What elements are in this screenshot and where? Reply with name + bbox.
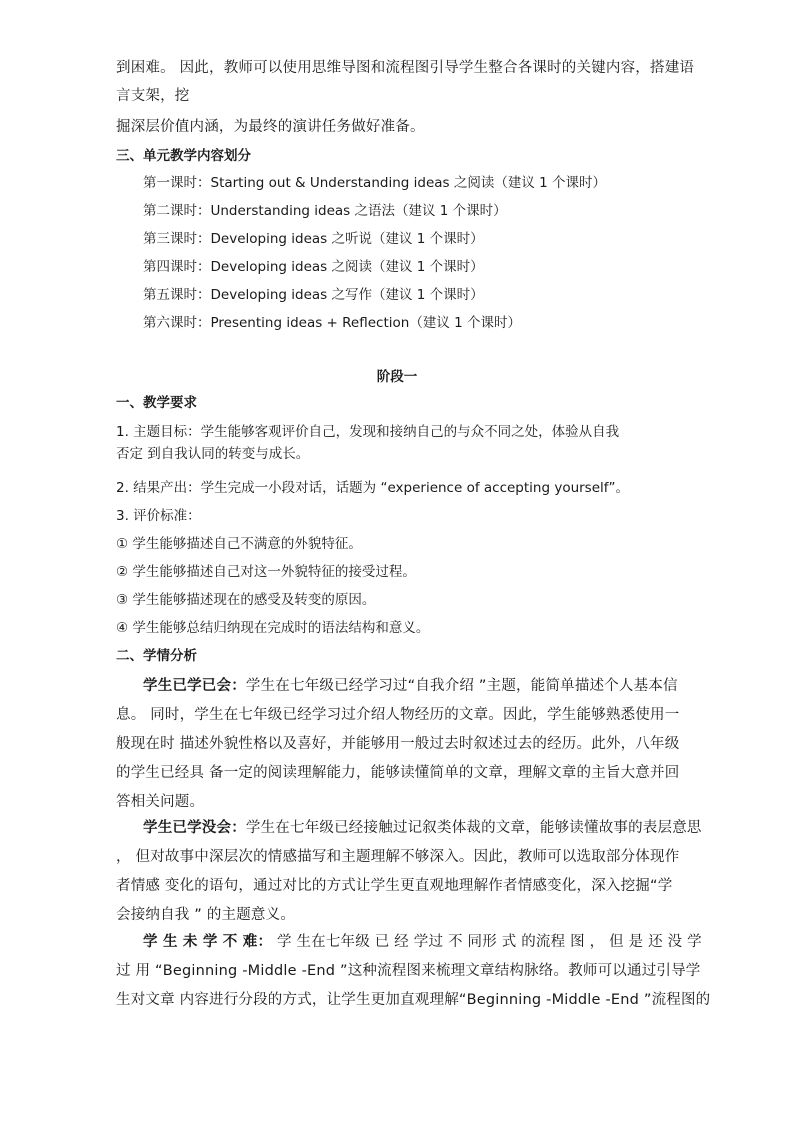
section-heading-content-division: 三、单元教学内容划分 [116, 148, 251, 164]
criteria-item: ③ 学生能够描述现在的感受及转变的原因。 [116, 592, 376, 608]
analysis-p1-line-3: 般现在时 描述外貌性格以及喜好，并能够用一般过去时叙述过去的经历。此外，八年级 [116, 736, 680, 752]
analysis-p3-line-3: 生对文章 内容进行分段的方式，让学生更加直观理解“Beginning -Middle -End ”流程图的 [116, 992, 711, 1008]
lesson-item: 第三课时：Developing ideas 之听说（建议 1 个课时） [143, 231, 484, 247]
intro-line-2: 言支架，挖 [116, 88, 190, 104]
lesson-item: 第一课时：Starting out & Understanding ideas 之阅读（建议 1 个课时） [143, 175, 607, 191]
analysis-p1-line-5: 答相关问题。 [116, 794, 205, 810]
analysis-p3-lead: 学 生 未 学 不 难： [143, 934, 273, 950]
lesson-item: 第四课时：Developing ideas 之阅读（建议 1 个课时） [143, 259, 484, 275]
analysis-p3-line-1: 学 生 未 学 不 难： 学 生在七年级 已 经 学过 不 同形 式 的流程 图 ， 但 是 还 没 学 [143, 934, 702, 950]
intro-line-1: 到困难。 因此，教师可以使用思维导图和流程图引导学生整合各课时的关键内容，搭建语 [116, 60, 695, 76]
intro-line-3: 掘深层价值内涵，为最终的演讲任务做好准备。 [116, 119, 425, 135]
stage-title: 阶段一 [376, 369, 418, 385]
criteria-item: ④ 学生能够总结归纳现在完成时的语法结构和意义。 [116, 620, 430, 636]
analysis-p2-line-4: 会接纳自我 ” 的主题意义。 [116, 907, 296, 923]
analysis-p1-line-4: 的学生已经具 备一定的阅读理解能力，能够读懂简单的文章，理解文章的主旨大意并回 [116, 765, 680, 781]
criteria-item: ① 学生能够描述自己不满意的外貌特征。 [116, 536, 362, 552]
lesson-item: 第二课时：Understanding ideas 之语法（建议 1 个课时） [143, 203, 507, 219]
requirement-item-2: 2. 结果产出：学生完成一小段对话，话题为 “experience of accepting yourself”。 [116, 480, 630, 496]
analysis-p3-line-2: 过 用 “Beginning -Middle -End ”这种流程图来梳理文章结构脉络。教师可以通过引导学 [116, 963, 701, 979]
analysis-p2-line-2: ， 但对故事中深层次的情感描写和主题理解不够深入。因此，教师可以选取部分体现作 [116, 849, 680, 865]
section-heading-learner-analysis: 二、学情分析 [116, 648, 197, 664]
lesson-item: 第五课时：Developing ideas 之写作（建议 1 个课时） [143, 287, 484, 303]
analysis-p2-lead: 学生已学没会： [143, 820, 246, 836]
analysis-p1-line-2: 息。 同时，学生在七年级已经学习过介绍人物经历的文章。因此，学生能够熟悉使用一 [116, 707, 680, 723]
requirement-item-1-line-1: 1. 主题目标：学生能够客观评价自己，发现和接纳自己的与众不同之处，体验从自我 [116, 424, 620, 440]
criteria-item: ② 学生能够描述自己对这一外貌特征的接受过程。 [116, 564, 416, 580]
requirement-item-1-line-2: 否定 到自我认同的转变与成长。 [116, 446, 310, 462]
section-heading-teaching-requirements: 一、教学要求 [116, 395, 197, 411]
analysis-p1-lead: 学生已学已会： [143, 678, 246, 694]
lesson-item: 第六课时：Presenting ideas + Reflection（建议 1 个课时） [143, 315, 521, 331]
analysis-p2-line-1: 学生已学没会：学生在七年级已经接触过记叙类体裁的文章，能够读懂故事的表层意思 [143, 820, 702, 836]
analysis-p2-line-3: 者情感 变化的语句，通过对比的方式让学生更直观地理解作者情感变化，深入挖掘“学 [116, 878, 673, 894]
analysis-p1-line-1: 学生已学已会：学生在七年级已经学习过“自我介绍 ”主题，能简单描述个人基本信 [143, 678, 678, 694]
requirement-item-3: 3. 评价标准： [116, 508, 201, 524]
